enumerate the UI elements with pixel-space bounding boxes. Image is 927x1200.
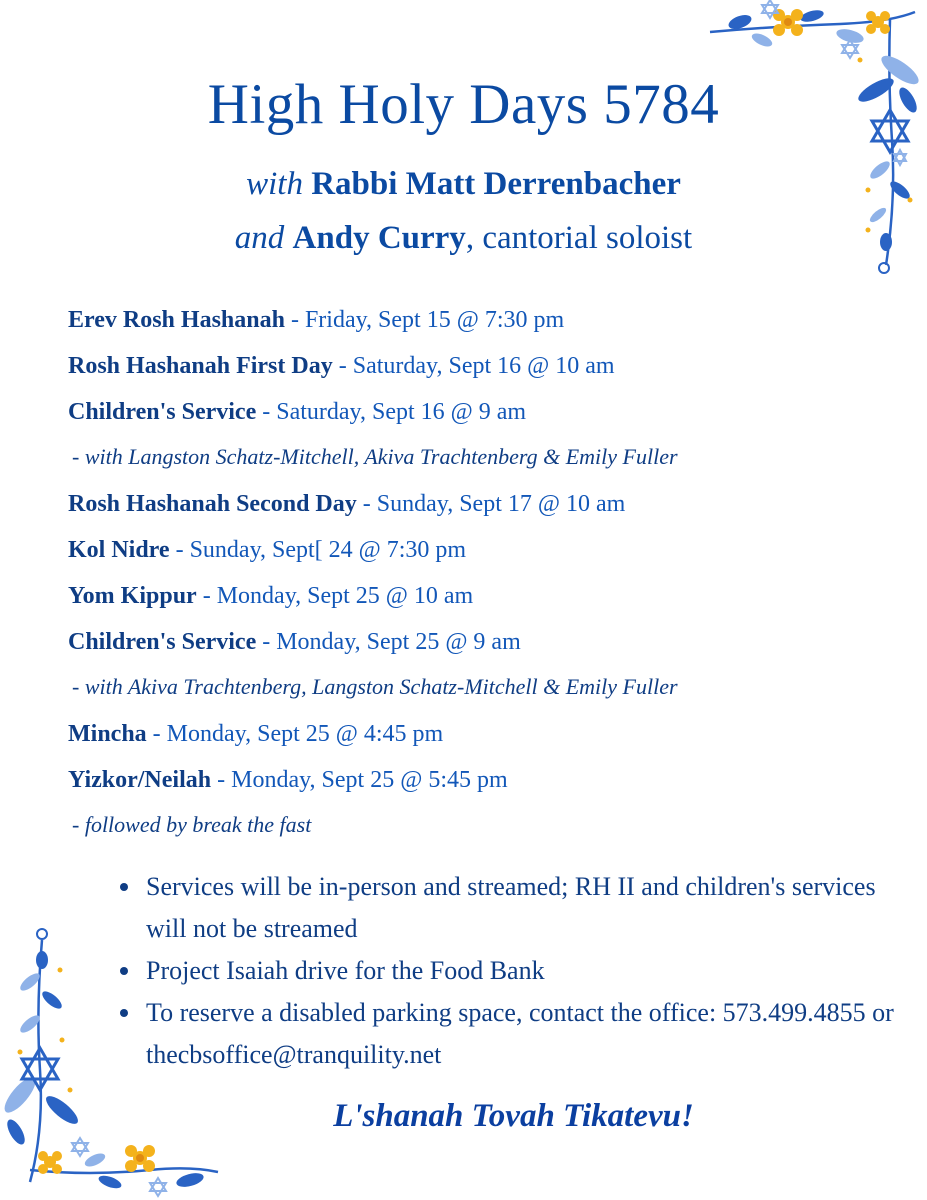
separator: - (332, 353, 353, 379)
cantor-role: , cantorial soloist (465, 220, 693, 256)
service-name: Children's Service (68, 399, 257, 425)
schedule-row (68, 760, 908, 806)
service-name: Kol Nidre (68, 537, 170, 563)
page-title: High Holy Days 5784 (207, 73, 720, 136)
service-time: Saturday, Sept 16 @ 9 am (276, 399, 527, 425)
separator: - (169, 537, 190, 563)
bullet-text: To reserve a disabled parking space, contact the office: 573.499.4855 or thecbsoffice@tranquility.net (146, 998, 894, 1069)
service-time: Monday, Sept 25 @ 9 am (276, 629, 521, 655)
with-word: with (246, 166, 303, 202)
separator: - (256, 399, 277, 425)
service-name: Yom Kippur (68, 583, 197, 609)
separator: - (146, 721, 167, 747)
schedule-row (68, 392, 908, 438)
closing-greeting: L'shanah Tovah Tikatevu! (333, 1098, 694, 1134)
service-time: Sunday, Sept[ 24 @ 7:30 pm (189, 537, 467, 563)
service-time: Saturday, Sept 16 @ 10 am (352, 353, 615, 379)
list-item (116, 992, 906, 1076)
bullet-icon (120, 967, 128, 975)
schedule-row (68, 576, 908, 622)
and-word: and (234, 220, 285, 256)
bullet-icon (120, 1009, 128, 1017)
bullet-icon (120, 883, 128, 891)
service-time: Monday, Sept 25 @ 10 am (216, 583, 474, 609)
service-name: Rosh Hashanah Second Day (68, 491, 357, 517)
separator: - (284, 307, 305, 333)
schedule-note: - with Langston Schatz-Mitchell, Akiva Trachtenberg & Emily Fuller (72, 444, 678, 469)
list-item (116, 950, 906, 992)
cantor-line (0, 220, 927, 257)
schedule-row (68, 484, 908, 530)
schedule-row (68, 530, 908, 576)
service-schedule (68, 300, 908, 852)
separator: - (256, 629, 277, 655)
rabbi-line (0, 166, 927, 203)
service-time: Friday, Sept 15 @ 7:30 pm (304, 307, 565, 333)
rabbi-name: Rabbi Matt Derrenbacher (311, 166, 681, 202)
cantor-name: Andy Curry (292, 220, 466, 256)
schedule-note: - followed by break the fast (72, 812, 312, 837)
schedule-note: - with Akiva Trachtenberg, Langston Schatz-Mitchell & Emily Fuller (72, 674, 678, 699)
service-name: Rosh Hashanah First Day (68, 353, 333, 379)
service-time: Sunday, Sept 17 @ 10 am (376, 491, 626, 517)
bullet-text: Services will be in-person and streamed; RH II and children's services will not be streamed (146, 872, 876, 943)
separator: - (356, 491, 377, 517)
schedule-row (68, 346, 908, 392)
schedule-row (68, 300, 908, 346)
service-name: Erev Rosh Hashanah (68, 307, 285, 333)
separator: - (211, 767, 232, 793)
info-list (116, 866, 906, 1076)
bullet-text: Project Isaiah drive for the Food Bank (146, 956, 545, 985)
schedule-row (68, 714, 908, 760)
service-name: Children's Service (68, 629, 257, 655)
list-item (116, 866, 906, 950)
separator: - (196, 583, 217, 609)
service-name: Mincha (68, 721, 147, 747)
service-time: Monday, Sept 25 @ 5:45 pm (231, 767, 508, 793)
service-time: Monday, Sept 25 @ 4:45 pm (166, 721, 444, 747)
service-name: Yizkor/Neilah (68, 767, 212, 793)
schedule-row (68, 622, 908, 668)
